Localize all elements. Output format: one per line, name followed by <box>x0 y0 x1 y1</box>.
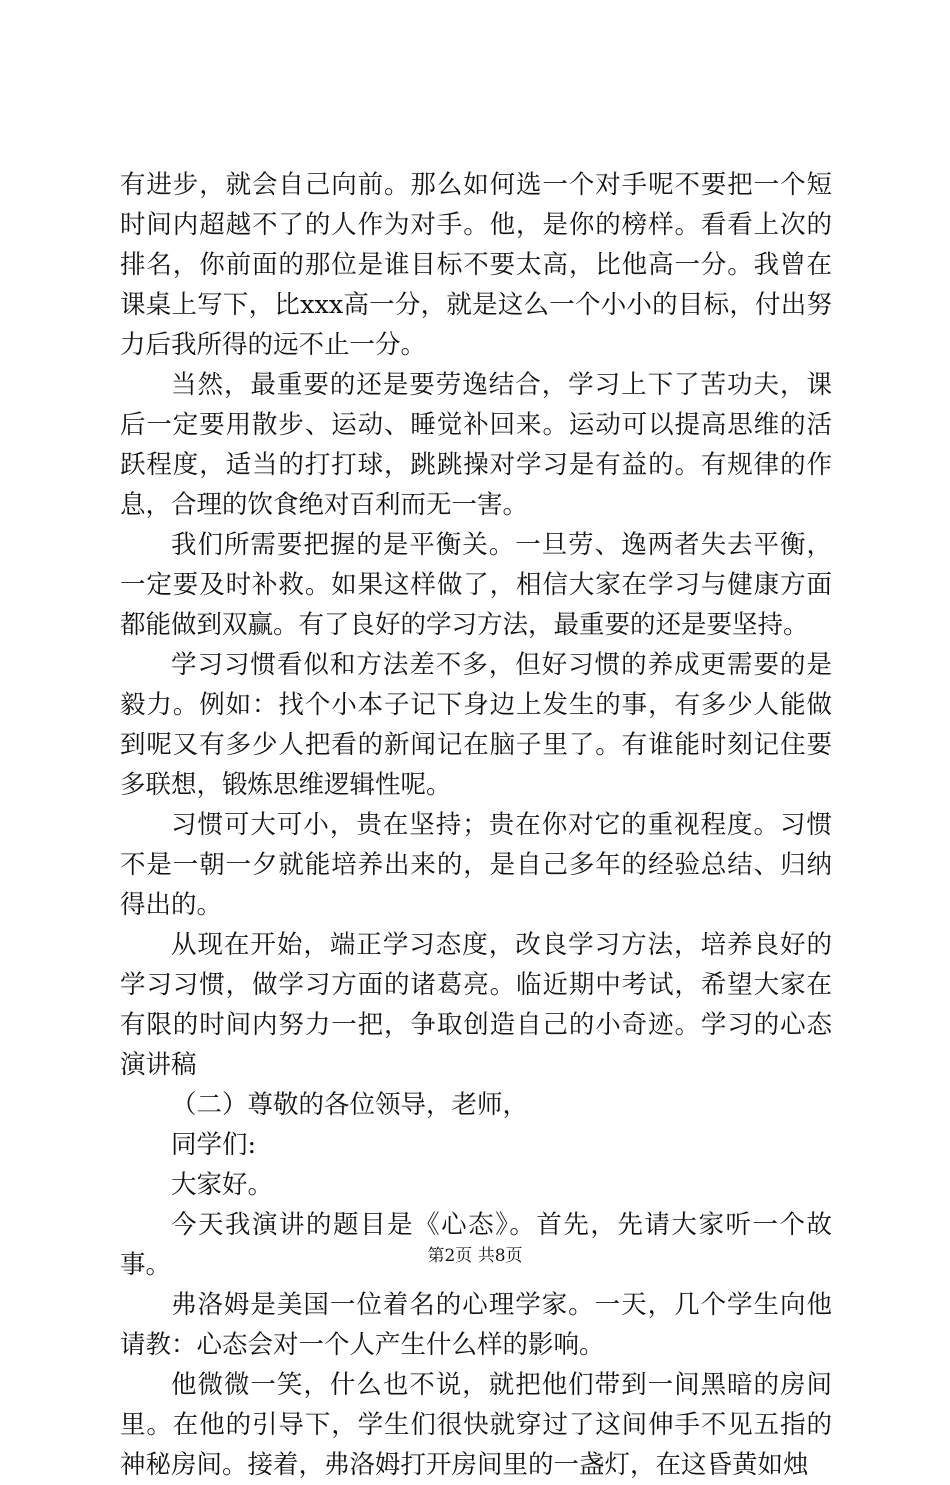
paragraph-4: 学习习惯看似和方法差不多，但好习惯的养成更需要的是毅力。例如：找个小本子记下身边上发生的事，有多少人能做到呢又有多少人把看的新闻记在脑子里了。有谁能时刻记住要多联想，锻炼思维逻辑性呢。 <box>120 650 832 800</box>
paragraph-1: 有进步，就会自己向前。那么如何选一个对手呢不要把一个短时间内超越不了的人作为对手。他，是你的榜样。看看上次的排名，你前面的那位是谁目标不要太高，比他高一分。我曾在课桌上写下，比xxx高一分，就是这么一个小小的目标，付出努力后我所得的远不止一分。 <box>120 170 832 360</box>
greeting: 大家好。 <box>171 1170 274 1200</box>
paragraph-3: 我们所需要把握的是平衡关。一旦劳、逸两者失去平衡，一定要及时补救。如果这样做了，相信大家在学习与健康方面都能做到双赢。有了良好的学习方法，最重要的还是要坚持。 <box>120 530 832 640</box>
paragraph-fromm-story: 弗洛姆是美国一位着名的心理学家。一天，几个学生向他请教：心态会对一个人产生什么样的影响。 <box>120 1290 832 1360</box>
paragraph-speech-topic: 今天我演讲的题目是《心态》。首先，先请大家听一个故事。 <box>120 1210 832 1280</box>
salutation-students: 同学们: <box>171 1130 257 1160</box>
speech-section-heading: （二）尊敬的各位领导，老师， <box>171 1090 529 1120</box>
page-number-footer: 第2页 共8页 <box>427 1246 523 1266</box>
paragraph-2: 当然，最重要的还是要劳逸结合，学习上下了苦功夫，课后一定要用散步、运动、睡觉补回来。运动可以提高思维的活跃程度，适当的打打球，跳跳操对学习是有益的。有规律的作息，合理的饮食绝对百利而无一害。 <box>120 370 832 520</box>
paragraph-dark-room: 他微微一笑，什么也不说，就把他们带到一间黑暗的房间里。在他的引导下，学生们很快就穿过了这间伸手不见五指的神秘房间。接着，弗洛姆打开房间里的一盏灯，在这昏黄如烛 <box>120 1370 832 1480</box>
paragraph-5: 习惯可大可小，贵在坚持；贵在你对它的重视程度。习惯不是一朝一夕就能培养出来的，是自己多年的经验总结、归纳得出的。 <box>120 810 832 920</box>
paragraph-6: 从现在开始，端正学习态度，改良学习方法，培养良好的学习习惯，做学习方面的诸葛亮。临近期中考试，希望大家在有限的时间内努力一把，争取创造自己的小奇迹。学习的心态演讲稿 <box>120 930 832 1080</box>
document-body <box>120 165 832 1485</box>
